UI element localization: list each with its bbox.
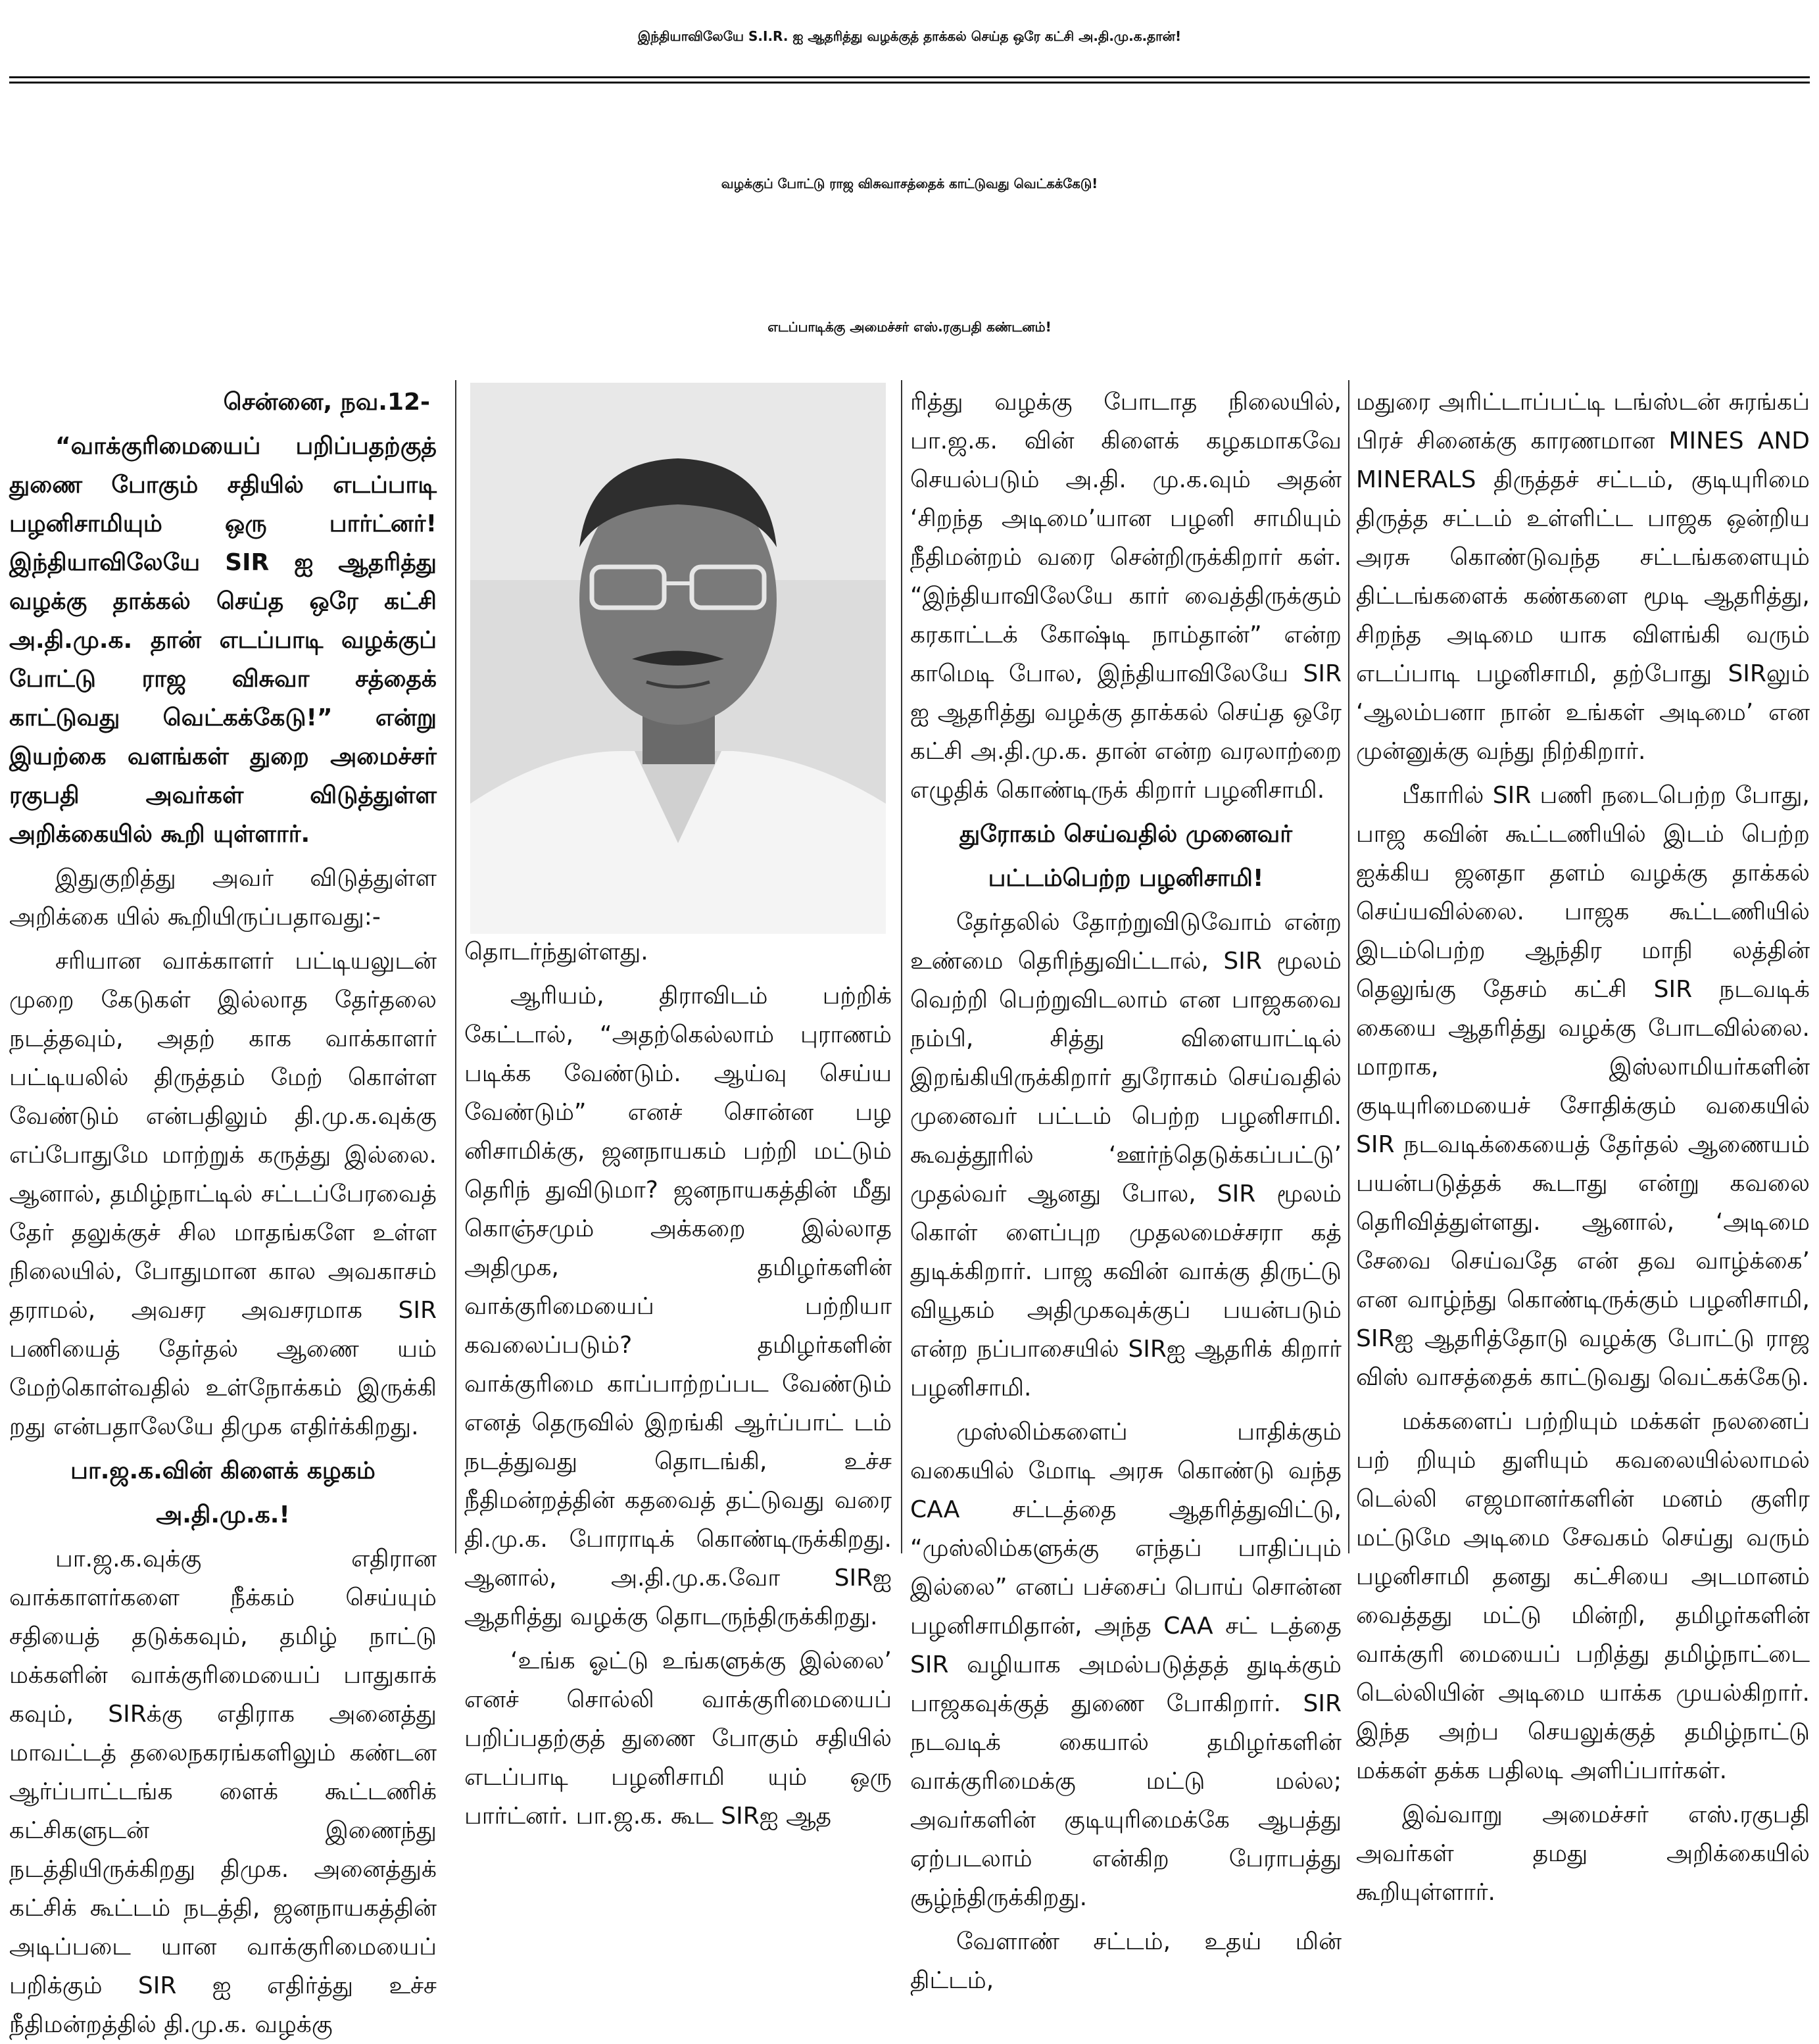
paragraph: தேர்தலில் தோற்றுவிடுவோம் என்ற உண்மை தெரிந்துவிட்டால், SIR மூலம் வெற்றி பெற்றுவிடலாம் என பாஜகவை நம்பி, சித்து விளையாட்டில் இறங்கியிருக்கிறார் துரோகம் செய்வதில் முனைவர் பட்டம் பெற்ற பழனிசாமி. கூவத்தூரில் ‘ஊர்ந்தெடுக்கப்பட்டு’ முதல்வர் ஆனது போல, SIR மூலம் கொள் ளைப்புற முதலமைச்சரா கத் துடிக்கிறார். பாஜ கவின் வாக்கு திருட்டு வியூகம் அதிமுகவுக்குப் பயன்படும் என்ற நப்பாசையில் SIRஐ ஆதரிக் கிறார் பழனிசாமி.: [910, 909, 1342, 1401]
paragraph: ‘உங்க ஓட்டு உங்களுக்கு இல்லை’ எனச் சொல்லி வாக்குரிமையைப் பறிப்பதற்குத் துணை போகும் சதியில் எடப்பாடி பழனிசாமி யும் ஒரு பார்ட்னர். பா.ஜ.க. கூட SIRஐ ஆத: [464, 1647, 892, 1830]
paragraph: பீகாரில் SIR பணி நடைபெற்ற போது, பாஜ கவின் கூட்டணியில் இடம் பெற்ற ஐக்கிய ஜனதா தளம் வழக்கு தாக்கல் செய்யவில்லை. பாஜக கூட்டணியில் இடம்பெற்ற ஆந்திர மாநி லத்தின் தெலுங்கு தேசம் கட்சி SIR நடவடிக் கையை ஆதரித்து வழக்கு போடவில்லை. மாறாக, இஸ்லாமியர்களின் குடியுரிமையைச் சோதிக்கும் வகையில் SIR நடவடிக்கையைத் தேர்தல் ஆணையம் பயன்படுத்தக் கூடாது என்று கவலை தெரிவித்துள்ளது. ஆனால், ‘அடிமை சேவை செய்வதே என் தவ வாழ்க்கை’ என வாழ்ந்து கொண்டிருக்கும் பழனிசாமி, SIRஐ ஆதரித்தோடு வழக்கு போட்டு ராஜ விஸ் வாசத்தைக் காட்டுவது வெட்கக்கேடு.: [1356, 782, 1810, 1391]
paragraph: வேளாண் சட்டம், உதய் மின் திட்டம்,: [910, 1928, 1342, 1994]
headline-rule-2: [9, 82, 1810, 84]
paragraph: ரித்து வழக்கு போடாத நிலையில், பா.ஜ.க. வின் கிளைக் கழகமாகவே செயல்படும் அ.தி. மு.க.வும் அதன் ‘சிறந்த அடிமை’யான பழனி சாமியும் நீதிமன்றம் வரை சென்றிருக்கிறார் கள். “இந்தியாவிலேயே கார் வைத்திருக்கும் கரகாட்டக் கோஷ்டி நாம்தான்” என்ற காமெடி போல, இந்தியாவிலேயே SIR ஐ ஆதரித்து வழக்கு தாக்கல் செய்த ஒரே கட்சி அ.தி.மு.க. தான் என்ற வரலாற்றை எழுதிக் கொண்டிருக் கிறார் பழனிசாமி.: [910, 389, 1342, 804]
section-subheading: துரோகம் செய்வதில் முனைவர்: [959, 821, 1293, 848]
article-column-3: [910, 383, 1342, 1994]
paragraph: பா.ஜ.க.வுக்கு எதிரான வாக்காளர்களை நீக்கம் செய்யும் சதியைத் தடுக்கவும், தமிழ் நாட்டு மக்களின் வாக்குரிமையைப் பாதுகாக் கவும், SIRக்கு எதிராக அனைத்து மாவட்டத் தலைநகரங்களிலும் கண்டன ஆர்ப்பாட்டங்க ளைக் கூட்டணிக் கட்சிகளுடன் இணைந்து நடத்தியிருக்கிறது திமுக. அனைத்துக் கட்சிக் கூட்டம் நடத்தி, ஜனநாயகத்தின் அடிப்படை யான வாக்குரிமையைப் பறிக்கும் SIR ஐ எதிர்த்து உச்ச நீதிமன்றத்தில் தி.மு.க. வழக்கு: [9, 1545, 437, 2038]
paragraph: தொடர்ந்துள்ளது.: [464, 938, 648, 965]
paragraph: மக்களைப் பற்றியும் மக்கள் நலனைப் பற் றியும் துளியும் கவலையில்லாமல் டெல்லி எஜமானர்களின் மனம் குளிர மட்டுமே அடிமை சேவகம் செய்து வரும் பழனிசாமி தனது கட்சியை அடமானம் வைத்தது மட்டு மின்றி, தமிழர்களின் வாக்குரி மையைப் பறித்து தமிழ்நாட்டை டெல்லியின் அடிமை யாக்க முயல்கிறார். இந்த அற்ப செயலுக்குத் தமிழ்நாட்டு மக்கள் தக்க பதிலடி அளிப்பார்கள்.: [1356, 1408, 1810, 1784]
article-column-1: [9, 383, 437, 2038]
article-column-2: [464, 933, 892, 1830]
headline-rule: [9, 76, 1810, 78]
section-subheading: பட்டம்பெற்ற பழனிசாமி!: [988, 865, 1264, 892]
article-column-4: [1356, 383, 1810, 1906]
paragraph: மதுரை அரிட்டாப்பட்டி டங்ஸ்டன் சுரங்கப் பிரச் சினைக்கு காரணமான MINES AND MINERALS திருத்தச் சட்டம், குடியுரிமை திருத்த சட்டம் உள்ளிட்ட பாஜக ஒன்றிய அரசு கொண்டுவந்த சட்டங்களையும் திட்டங்களைக் கண்களை மூடி ஆதரித்து, சிறந்த அடிமை யாக விளங்கி வரும் எடப்பாடி பழனிசாமி, தற்போது SIRலும் ‘ஆலம்பனா நான் உங்கள் அடிமை’ என முன்னுக்கு வந்து நிற்கிறார்.: [1356, 389, 1810, 765]
paragraph: இதுகுறித்து அவர் விடுத்துள்ள அறிக்கை யில் கூறியிருப்பதாவது:-: [9, 865, 437, 931]
minister-photo: [470, 383, 886, 934]
dateline: சென்னை, நவ.12-: [223, 389, 430, 416]
paragraph: முஸ்லிம்களைப் பாதிக்கும் வகையில் மோடி அரசு கொண்டு வந்த CAA சட்டத்தை ஆதரித்துவிட்டு, “முஸ்லிம்களுக்கு எந்தப் பாதிப்பும் இல்லை” எனப் பச்சைப் பொய் சொன்ன பழனிசாமிதான், அந்த CAA சட் டத்தை SIR வழியாக அமல்படுத்தத் துடிக்கும் பாஜகவுக்குத் துணை போகிறார். SIR நடவடிக் கையால் தமிழர்களின் வாக்குரிமைக்கு மட்டு மல்ல; அவர்களின் குடியுரிமைக்கே ஆபத்து ஏற்படலாம் என்கிற பேராபத்து சூழ்ந்திருக்கிறது.: [910, 1419, 1342, 1911]
section-subheading: அ.தி.மு.க.!: [156, 1501, 290, 1528]
column-divider: [901, 380, 902, 1553]
section-subheading: பா.ஜ.க.வின் கிளைக் கழகம்: [70, 1457, 376, 1484]
sub-headline: எடப்பாடிக்கு அமைச்சர் எஸ்.ரகுபதி கண்டனம்!: [767, 318, 1052, 335]
paragraph: ஆரியம், திராவிடம் பற்றிக் கேட்டால், “அதற்கெல்லாம் புராணம் படிக்க வேண்டும். ஆய்வு செய்ய வேண்டும்” எனச் சொன்ன பழ னிசாமிக்கு, ஜனநாயகம் பற்றி மட்டும் தெரிந் துவிடுமா? ஜனநாயகத்தின் மீது கொஞ்சமும் அக்கறை இல்லாத அதிமுக, தமிழர்களின் வாக்குரிமையைப் பற்றியா கவலைப்படும்? தமிழர்களின் வாக்குரிமை காப்பாற்றப்பட வேண்டும் எனத் தெருவில் இறங்கி ஆர்ப்பாட் டம் நடத்துவது தொடங்கி, உச்ச நீதிமன்றத்தின் கதவைத் தட்டுவது வரை தி.மு.க. போராடிக் கொண்டிருக்கிறது. ஆனால், அ.தி.மு.க.வோ SIRஐ ஆதரித்து வழக்கு தொடருந்திருக்கிறது.: [464, 983, 892, 1630]
paragraph: சரியான வாக்காளர் பட்டியலுடன் முறை கேடுகள் இல்லாத தேர்தலை நடத்தவும், அதற் காக வாக்காளர் பட்டியலில் திருத்தம் மேற் கொள்ள வேண்டும் என்பதிலும் தி.மு.க.வுக்கு எப்போதுமே மாற்றுக் கருத்து இல்லை. ஆனால், தமிழ்நாட்டில் சட்டப்பேரவைத் தேர் தலுக்குச் சில மாதங்களே உள்ள நிலையில், போதுமான கால அவகாசம் தராமல், அவசர அவசரமாக SIR பணியைத் தேர்தல் ஆணை யம் மேற்கொள்வதில் உள்நோக்கம் இருக்கி றது என்பதாலேயே திமுக எதிர்க்கிறது.: [9, 948, 437, 1440]
column-divider: [455, 380, 456, 1553]
lead-paragraph: “வாக்குரிமையைப் பறிப்பதற்குத் துணை போகும் சதியில் எடப்பாடி பழனிசாமியும் ஒரு பார்ட்னர்! இந்தியாவிலேயே SIR ஐ ஆதரித்து வழக்கு தாக்கல் செய்த ஒரே கட்சி அ.தி.மு.க. தான் எடப்பாடி வழக்குப் போட்டு ராஜ விசுவா சத்தைக் காட்டுவது வெட்கக்கேடு!” என்று இயற்கை வளங்கள் துறை அமைச்சர் ரகுபதி அவர்கள் விடுத்துள்ள அறிக்கையில் கூறி யுள்ளார்.: [9, 433, 437, 848]
paragraph: இவ்வாறு அமைச்சர் எஸ்.ரகுபதி அவர்கள் தமது அறிக்கையில் கூறியுள்ளார்.: [1356, 1801, 1810, 1906]
column-divider: [1348, 380, 1349, 1553]
top-headline: இந்தியாவிலேயே S.I.R. ஐ ஆதரித்து வழக்குத் தாக்கல் செய்த ஒரே கட்சி அ.தி.மு.க.தான்!: [637, 28, 1182, 44]
main-headline: வழக்குப் போட்டு ராஜ விசுவாசத்தைக் காட்டுவது வெட்கக்கேடு!: [721, 175, 1098, 191]
